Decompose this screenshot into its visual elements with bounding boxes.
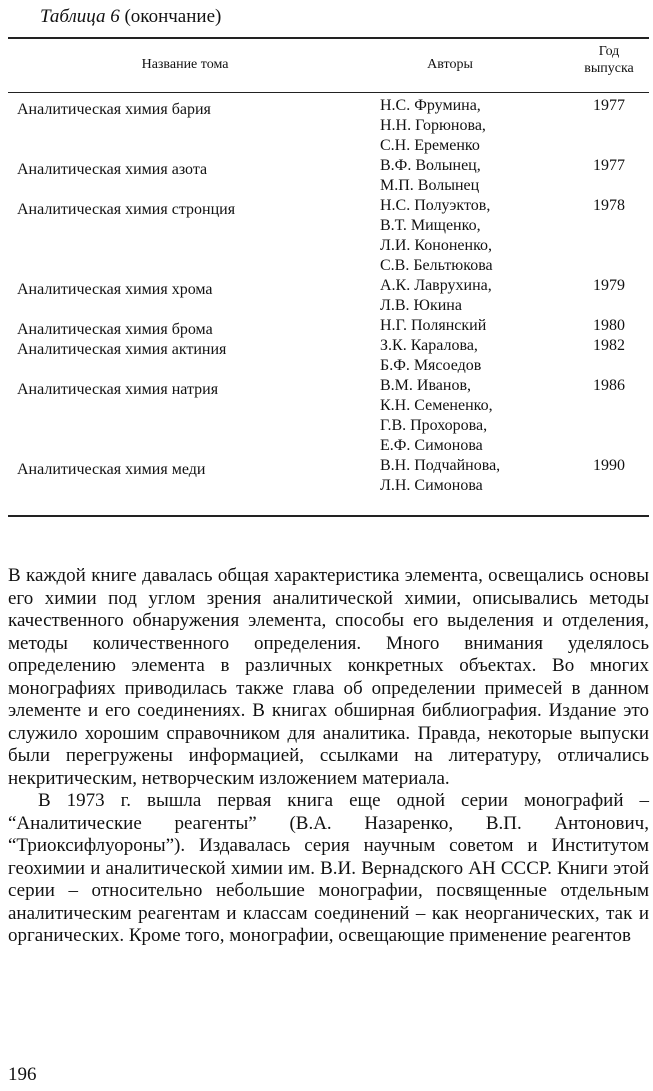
author-name: Н.С. Полуэктов,: [380, 197, 491, 214]
table-caption: [40, 6, 221, 28]
author-name: В.Т. Мищенко,: [380, 217, 481, 234]
header-year-line2: выпуска: [584, 61, 634, 76]
publication-year: 1982: [593, 337, 625, 354]
publication-year: 1980: [593, 317, 625, 334]
author-name: М.П. Волынец: [380, 177, 480, 194]
page-number: 196: [8, 1064, 37, 1085]
volume-title: Аналитическая химия стронция: [17, 201, 236, 218]
volume-title: Аналитическая химия натрия: [17, 381, 219, 398]
publication-year: 1986: [593, 377, 625, 394]
publication-year: 1978: [593, 197, 625, 214]
authors-cell: [380, 456, 500, 496]
header-authors: Авторы: [427, 57, 473, 72]
paragraph-1: В каждой книге давалась общая характеристика элемента, освещались основы его химии под углом зрения аналитической химии, описывались методы качественного обнаружения элемента, способы его выделения и отделения, методы количественного определения. Много внимания уделялось определению элемента в различных конкретных объектах. Во многих монографиях приводилась также глава об определении примесей в данном элементе и его соединениях. В книгах обширная библиография. Издание это служило хорошим справочником для аналитика. Правда, некоторые выпуски были перегружены информацией, ссылками на литературу, отличались некритическим, нетворческим изложением материала.: [8, 565, 649, 789]
authors-cell: [380, 276, 492, 316]
author-name: Л.В. Юкина: [380, 297, 462, 314]
author-name: В.Н. Подчайнова,: [380, 457, 501, 474]
table-top-rule: [8, 37, 649, 39]
volume-title: Аналитическая химия брома: [17, 321, 213, 338]
author-name: Г.В. Прохорова,: [380, 417, 488, 434]
volume-title: Аналитическая химия азота: [17, 161, 208, 178]
author-name: Б.Ф. Мясоедов: [380, 357, 482, 374]
header-year-line1: Год: [598, 44, 620, 59]
main-text: [8, 565, 649, 948]
author-name: А.К. Лаврухина,: [380, 277, 492, 294]
author-name: С.В. Бельтюкова: [380, 257, 493, 274]
table-header-rule: [8, 92, 649, 93]
header-volume-title: Название тома: [141, 57, 229, 72]
author-name: Л.И. Кононенко,: [380, 237, 493, 254]
author-name: Л.Н. Симонова: [380, 477, 483, 494]
author-name: С.Н. Еременко: [380, 137, 480, 154]
volume-title: Аналитическая химия хрома: [17, 281, 213, 298]
paragraph-2: В 1973 г. вышла первая книга еще одной серии монографий – “Аналитические реагенты” (В.А. Назаренко, В.П. Антонович, “Триоксифлуороны”). Издавалась серия научным советом и Институтом геохимии и аналитической химии им. В.И. Вернадского АН СССР. Книги этой серии – относительно небольшие монографии, посвященные отдельным аналитическим реагентам и классам соединений – как неорганических, так и органических. Кроме того, монографии, освещающие применение реагентов: [8, 790, 649, 946]
volume-title: Аналитическая химия бария: [17, 101, 211, 118]
authors-cell: [380, 376, 493, 456]
publication-year: 1977: [593, 97, 625, 114]
table-caption-suffix: (окончание): [119, 6, 222, 27]
author-name: Н.Н. Горюнова,: [380, 117, 486, 134]
publication-year: 1979: [593, 277, 625, 294]
publication-year: 1977: [593, 157, 625, 174]
author-name: З.К. Каралова,: [380, 337, 478, 354]
author-name: В.Ф. Волынец,: [380, 157, 481, 174]
author-name: В.М. Иванов,: [380, 377, 472, 394]
authors-cell: [380, 196, 493, 276]
author-name: Н.Г. Полянский: [380, 317, 487, 334]
author-name: Е.Ф. Симонова: [380, 437, 483, 454]
author-name: К.Н. Семененко,: [380, 397, 493, 414]
table-bottom-rule: [8, 515, 649, 517]
authors-cell: [380, 336, 481, 376]
authors-cell: [380, 96, 486, 156]
authors-cell: [380, 156, 481, 196]
table-caption-label: Таблица 6: [40, 6, 120, 27]
volume-title: Аналитическая химия меди: [17, 461, 206, 478]
authors-cell: [380, 316, 486, 336]
volume-title: Аналитическая химия актиния: [17, 341, 227, 358]
publication-year: 1990: [593, 457, 625, 474]
header-year: [570, 43, 648, 77]
author-name: Н.С. Фрумина,: [380, 97, 481, 114]
